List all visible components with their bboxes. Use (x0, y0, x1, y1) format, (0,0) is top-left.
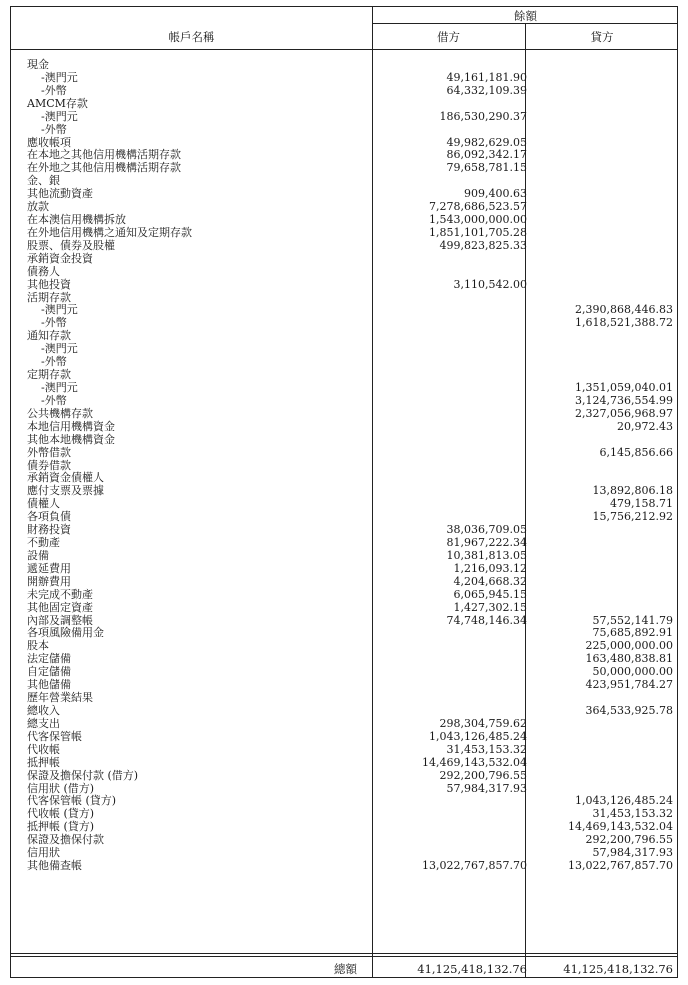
table-row (11, 731, 679, 744)
credit-amount: 479,158.71 (610, 497, 673, 511)
table-row (11, 227, 679, 240)
table-row (11, 382, 679, 395)
account-name: -外幣 (41, 83, 67, 97)
debit-amount: 81,967,222.34 (446, 536, 527, 550)
account-name: 承銷資金債權人 (27, 471, 104, 485)
account-name: 開辦費用 (27, 574, 71, 588)
debit-amount: 292,200,796.55 (439, 768, 527, 782)
account-name: 總支出 (27, 716, 60, 730)
debit-amount: 1,543,000,000.00 (429, 213, 527, 227)
table-row (11, 421, 679, 434)
table-row (11, 460, 679, 473)
table-row (11, 705, 679, 718)
debit-amount: 79,658,781.15 (446, 161, 527, 175)
account-name: 抵押帳 (27, 755, 60, 769)
account-name: 債券借款 (27, 458, 71, 472)
total-row (11, 959, 679, 979)
table-row (11, 563, 679, 576)
table-row (11, 511, 679, 524)
account-name: -澳門元 (41, 381, 78, 394)
debit-amount: 49,161,181.90 (446, 70, 527, 84)
credit-amount: 1,618,521,388.72 (575, 316, 673, 330)
credit-amount: 14,469,143,532.04 (568, 820, 673, 834)
table-row (11, 85, 679, 98)
account-name: 總收入 (27, 704, 60, 717)
credit-amount: 15,756,212.92 (592, 510, 673, 524)
table-row (11, 550, 679, 563)
table-row (11, 653, 679, 666)
table-row (11, 175, 679, 188)
debit-amount: 64,332,109.39 (446, 83, 527, 97)
account-name: 應收帳項 (27, 135, 71, 149)
debit-amount: 49,982,629.05 (446, 135, 527, 149)
account-name: -外幣 (41, 355, 67, 369)
debit-amount: 3,110,542.00 (453, 277, 527, 291)
debit-amount: 298,304,759.62 (439, 716, 527, 730)
account-name: 股本 (27, 639, 49, 653)
table-row (11, 692, 679, 705)
credit-amount: 163,480,838.81 (585, 652, 673, 666)
account-name: AMCM存款 (27, 96, 88, 110)
account-name: 代客保管帳 (貸方) (27, 794, 117, 808)
table-row (11, 602, 679, 615)
account-name: 設備 (27, 548, 49, 562)
credit-amount: 292,200,796.55 (585, 833, 673, 847)
account-name: 承銷資金投資 (27, 251, 93, 265)
account-name: 代收帳 (27, 742, 60, 756)
credit-amount: 13,022,767,857.70 (568, 859, 673, 873)
credit-amount: 2,390,868,446.83 (575, 303, 673, 317)
debit-amount: 14,469,143,532.04 (422, 755, 527, 769)
account-name: 放款 (27, 200, 49, 214)
credit-amount: 364,533,925.78 (585, 704, 673, 717)
debit-amount: 57,984,317.93 (446, 781, 527, 795)
account-name: 股票、債券及股權 (27, 238, 115, 252)
account-name: 保證及擔保付款 (27, 833, 104, 847)
table-row (11, 485, 679, 498)
debit-amount: 1,216,093.12 (453, 561, 527, 575)
account-name: -澳門元 (41, 109, 78, 123)
debit-amount: 186,530,290.37 (439, 109, 527, 123)
account-name: 遞延費用 (27, 561, 71, 575)
table-row (11, 757, 679, 770)
account-name: 在本澳信用機構拆放 (27, 213, 126, 227)
header-account-name: 帳戶名稱 (168, 30, 215, 44)
table-row (11, 111, 679, 124)
account-name: 活期存款 (27, 290, 71, 304)
total-credit: 41,125,418,132.76 (563, 962, 673, 976)
debit-amount: 7,278,686,523.57 (429, 200, 527, 214)
account-name: 定期存款 (27, 368, 71, 382)
header-credit: 貸方 (590, 30, 614, 44)
table-row (11, 795, 679, 808)
debit-amount: 10,381,813.05 (446, 548, 527, 562)
credit-amount: 57,984,317.93 (592, 846, 673, 860)
table-row (11, 240, 679, 253)
table-row (11, 589, 679, 602)
table-row (11, 279, 679, 292)
credit-amount: 6,145,856.66 (599, 445, 673, 459)
account-name: 財務投資 (27, 523, 71, 537)
table-row (11, 472, 679, 485)
table-row (11, 679, 679, 692)
header-balance: 餘額 (514, 9, 537, 23)
credit-amount: 1,043,126,485.24 (575, 794, 673, 808)
table-row (11, 627, 679, 640)
account-name: -澳門元 (41, 70, 78, 84)
account-name: 法定儲備 (27, 652, 71, 666)
account-name: 抵押帳 (貸方) (27, 820, 95, 834)
table-row (11, 524, 679, 537)
account-name: 現金 (27, 58, 49, 71)
credit-amount: 13,892,806.18 (592, 484, 673, 498)
total-label: 總額 (334, 962, 357, 976)
account-name: 公共機構存款 (27, 406, 93, 420)
account-name: 外幣借款 (27, 445, 71, 459)
account-name: -外幣 (41, 316, 67, 330)
debit-amount: 86,092,342.17 (446, 148, 527, 162)
account-name: 歷年營業結果 (27, 691, 93, 705)
account-name: 代客保管帳 (27, 729, 82, 743)
debit-amount: 1,851,101,705.28 (429, 225, 527, 239)
account-name: 其他流動資產 (27, 187, 93, 201)
account-name: 金、銀 (27, 174, 60, 188)
credit-amount: 20,972.43 (617, 419, 673, 433)
table-row (11, 356, 679, 369)
account-name: 在外地之其他信用機構活期存款 (27, 161, 181, 175)
table-row (11, 744, 679, 757)
table-row (11, 576, 679, 589)
table-row (11, 343, 679, 356)
debit-amount: 4,204,668.32 (453, 574, 527, 588)
account-name: 在外地信用機構之通知及定期存款 (27, 225, 192, 239)
body-bottom-rule (11, 953, 677, 954)
header-debit: 借方 (437, 30, 460, 44)
table-row (11, 317, 679, 330)
credit-amount: 31,453,153.32 (592, 807, 673, 821)
debit-amount: 6,065,945.15 (453, 587, 527, 601)
debit-amount: 909,400.63 (464, 187, 527, 201)
credit-amount: 1,351,059,040.01 (575, 381, 673, 394)
account-name: 應付支票及票據 (27, 484, 104, 498)
table-row (11, 266, 679, 279)
table-row (11, 615, 679, 628)
debit-amount: 1,427,302.15 (453, 600, 527, 614)
table-row (11, 72, 679, 85)
account-name: 代收帳 (貸方) (27, 807, 95, 821)
credit-amount: 225,000,000.00 (585, 639, 673, 653)
table-row (11, 718, 679, 731)
credit-amount: 75,685,892.91 (592, 626, 673, 640)
table-row (11, 537, 679, 550)
credit-amount: 423,951,784.27 (585, 678, 673, 692)
table-row (11, 408, 679, 421)
table-row (11, 253, 679, 266)
account-name: -外幣 (41, 393, 67, 407)
account-name: 其他固定資產 (27, 600, 93, 614)
account-name: 內部及調整帳 (27, 613, 93, 627)
account-name: 在本地之其他信用機構活期存款 (27, 148, 181, 162)
credit-amount: 2,327,056,968.97 (575, 406, 673, 420)
table-row (11, 434, 679, 447)
credit-amount: 57,552,141.79 (592, 613, 673, 627)
account-name: 其他備查帳 (27, 859, 82, 873)
total-debit: 41,125,418,132.76 (417, 962, 527, 976)
table-row (11, 395, 679, 408)
table-row (11, 821, 679, 834)
table-row (11, 330, 679, 343)
debit-amount: 74,748,146.34 (446, 613, 527, 627)
account-name: -澳門元 (41, 342, 78, 356)
account-name: -外幣 (41, 122, 67, 136)
account-name: 各項負債 (27, 510, 71, 524)
account-name: 信用狀 (借方) (27, 781, 95, 795)
trial-balance-table (10, 6, 678, 978)
table-row (11, 162, 679, 175)
table-row (11, 59, 679, 72)
header-bottom-rule (11, 49, 677, 50)
debit-amount: 38,036,709.05 (446, 523, 527, 537)
debit-amount: 1,043,126,485.24 (429, 729, 527, 743)
account-name: 其他投資 (27, 277, 71, 291)
account-name: 其他本地機構資金 (27, 432, 115, 446)
account-name: -澳門元 (41, 303, 78, 317)
total-double-rule (11, 956, 677, 957)
account-name: 未完成不動產 (27, 587, 93, 601)
table-row (11, 98, 679, 111)
table-row (11, 214, 679, 227)
account-name: 債務人 (27, 264, 60, 278)
table-row (11, 124, 679, 137)
account-name: 本地信用機構資金 (27, 419, 115, 433)
credit-amount: 50,000,000.00 (592, 665, 673, 679)
account-name: 保證及擔保付款 (借方) (27, 768, 139, 782)
account-name: 債權人 (27, 497, 60, 511)
debit-amount: 31,453,153.32 (446, 742, 527, 756)
table-row (11, 188, 679, 201)
account-name: 通知存款 (27, 329, 71, 343)
credit-amount: 3,124,736,554.99 (575, 393, 673, 407)
debit-amount: 499,823,825.33 (439, 238, 527, 252)
table-row (11, 498, 679, 511)
debit-amount: 13,022,767,857.70 (422, 859, 527, 873)
table-row (11, 860, 679, 873)
account-name: 各項風險備用金 (27, 626, 104, 640)
table-row (11, 770, 679, 783)
table-row (11, 834, 679, 847)
account-name: 自定儲備 (27, 665, 71, 679)
account-name: 其他儲備 (27, 678, 71, 692)
table-row (11, 447, 679, 460)
table-row (11, 640, 679, 653)
table-row (11, 666, 679, 679)
account-name: 不動產 (27, 536, 60, 550)
account-name: 信用狀 (27, 846, 60, 860)
